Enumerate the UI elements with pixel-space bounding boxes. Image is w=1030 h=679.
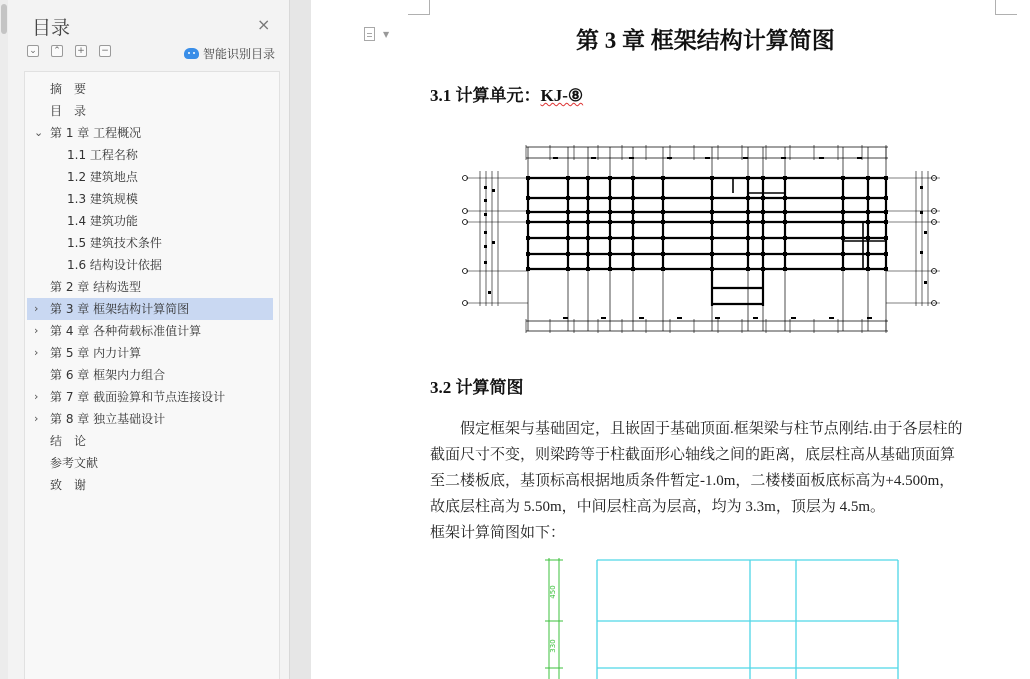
toc-item-label: 目 录	[50, 104, 87, 118]
toc-item[interactable]	[27, 122, 273, 144]
plan-column	[661, 252, 665, 256]
toc-item[interactable]	[27, 100, 273, 122]
plan-column	[783, 196, 787, 200]
plan-column	[566, 210, 570, 214]
nav-scrollbar-thumb[interactable]	[1, 4, 7, 34]
plan-mark	[488, 291, 491, 294]
chevron-down-icon[interactable]: ⌄	[34, 126, 44, 139]
plan-column	[783, 267, 787, 271]
plan-column	[710, 236, 714, 240]
plan-mark	[920, 186, 923, 189]
toc-item-label: 第 6 章 框架内力组合	[50, 368, 166, 382]
plan-column	[526, 210, 530, 214]
plan-column	[746, 210, 750, 214]
toc-item[interactable]	[27, 232, 273, 254]
chevron-right-icon[interactable]: ›	[34, 412, 39, 425]
toc-item-label: 结 论	[50, 434, 87, 448]
plan-column	[661, 210, 665, 214]
section-heading-3-2: 3.2 计算简图	[430, 378, 524, 397]
toc-item-label: 1.2 建筑地点	[67, 170, 138, 184]
plan-column	[661, 267, 665, 271]
plan-mark	[743, 157, 748, 159]
plan-column	[866, 236, 870, 240]
plan-column	[761, 236, 765, 240]
plan-column	[783, 236, 787, 240]
plan-column	[661, 196, 665, 200]
chevron-right-icon[interactable]: ›	[34, 390, 39, 403]
frame-diagram	[543, 556, 903, 679]
plan-column	[608, 210, 612, 214]
plan-mark	[601, 317, 606, 319]
toc-item[interactable]	[27, 166, 273, 188]
plan-column	[631, 176, 635, 180]
toc-item[interactable]	[27, 474, 273, 496]
plan-mark	[484, 186, 487, 189]
toc-panel	[0, 0, 290, 679]
toc-item[interactable]	[27, 298, 273, 320]
smart-toc-label: 智能识别目录	[203, 47, 276, 61]
add-heading-icon[interactable]: +	[75, 45, 87, 57]
plan-column	[526, 236, 530, 240]
plan-column	[526, 252, 530, 256]
plan-column	[746, 220, 750, 224]
crop-mark-right	[995, 0, 1017, 15]
plan-column	[586, 210, 590, 214]
plan-column	[884, 267, 888, 271]
plan-column	[866, 176, 870, 180]
crop-mark-left	[408, 0, 430, 15]
plan-column	[710, 210, 714, 214]
section-heading-3-1	[430, 81, 583, 106]
dimension-lines	[545, 558, 563, 679]
plan-mark	[857, 157, 862, 159]
calc-unit-code: KJ-⑧	[540, 86, 584, 105]
plan-column	[566, 252, 570, 256]
toc-item[interactable]	[27, 276, 273, 298]
plan-column	[710, 220, 714, 224]
dimension-label: 450	[549, 585, 557, 599]
chevron-right-icon[interactable]: ›	[34, 346, 39, 359]
toc-item[interactable]	[27, 342, 273, 364]
plan-column	[608, 196, 612, 200]
plan-column	[746, 176, 750, 180]
toc-item-label: 第 2 章 结构选型	[50, 280, 142, 294]
toc-item[interactable]	[27, 364, 273, 386]
plan-column	[783, 252, 787, 256]
plan-mark	[639, 317, 644, 319]
plan-column	[661, 176, 665, 180]
plan-mark	[781, 157, 786, 159]
plan-column	[710, 176, 714, 180]
plan-column	[710, 267, 714, 271]
page-icon[interactable]	[364, 27, 375, 41]
toc-panel-title: 目录	[32, 17, 71, 39]
plan-mark	[492, 241, 495, 244]
paragraph-line: 至二楼板底，基顶标高根据地质条件暂定-1.0m，二楼楼面板底标高为+4.500m，	[430, 473, 955, 489]
plan-column	[608, 176, 612, 180]
chevron-right-icon[interactable]: ›	[34, 324, 39, 337]
toc-item-label: 第 8 章 独立基础设计	[50, 412, 166, 426]
plan-mark	[920, 211, 923, 214]
plan-column	[526, 176, 530, 180]
plan-column	[761, 196, 765, 200]
plan-column	[866, 220, 870, 224]
plan-column	[586, 196, 590, 200]
plan-column	[526, 267, 530, 271]
plan-column	[884, 176, 888, 180]
smart-toc-button[interactable]	[184, 45, 275, 62]
plan-column	[566, 236, 570, 240]
toc-item-label: 第 4 章 各种荷载标准值计算	[50, 324, 202, 338]
plan-column	[841, 236, 845, 240]
plan-column	[710, 196, 714, 200]
plan-column	[566, 220, 570, 224]
plan-mark	[563, 317, 568, 319]
toc-item[interactable]	[27, 386, 273, 408]
plan-column	[608, 252, 612, 256]
plan-mark	[677, 317, 682, 319]
plan-column	[631, 236, 635, 240]
plan-column	[841, 210, 845, 214]
plan-column	[631, 210, 635, 214]
plan-column	[566, 267, 570, 271]
plan-column	[631, 196, 635, 200]
toc-item-label: 摘 要	[50, 82, 87, 96]
plan-mark	[484, 199, 487, 202]
toc-item[interactable]	[27, 78, 273, 100]
toc-item-label: 1.3 建筑规模	[67, 192, 138, 206]
plan-mark	[484, 245, 487, 248]
plan-mark	[829, 317, 834, 319]
chevron-right-icon[interactable]: ›	[34, 302, 39, 315]
plan-column	[586, 267, 590, 271]
plan-column	[841, 252, 845, 256]
toc-item-label: 1.6 结构设计依据	[67, 258, 162, 272]
plan-column	[586, 220, 590, 224]
remove-heading-icon[interactable]: −	[99, 45, 111, 57]
toc-list	[24, 71, 280, 679]
plan-column	[761, 176, 765, 180]
plan-column	[783, 210, 787, 214]
plan-column	[884, 196, 888, 200]
plan-column	[566, 196, 570, 200]
plan-mark	[484, 213, 487, 216]
plan-column	[866, 196, 870, 200]
plan-column	[608, 220, 612, 224]
toc-item[interactable]	[27, 254, 273, 276]
paragraph-line: 故底层柱高为 5.50m，中间层柱高为层高，均为 3.3m，顶层为 4.5m。	[430, 499, 886, 515]
plan-column	[783, 220, 787, 224]
plan-column	[761, 210, 765, 214]
toc-item-label: 第 1 章 工程概况	[50, 126, 142, 140]
plan-mark	[492, 189, 495, 192]
nav-scrollbar[interactable]	[0, 0, 8, 679]
toc-item[interactable]	[27, 320, 273, 342]
plan-column	[841, 196, 845, 200]
plan-column	[866, 252, 870, 256]
collapse-all-icon[interactable]: ⌄	[27, 45, 39, 57]
paragraph-line: 框架计算简图如下：	[430, 525, 566, 541]
plan-mark	[753, 317, 758, 319]
plan-column	[884, 220, 888, 224]
plan-column	[746, 236, 750, 240]
plan-column	[586, 252, 590, 256]
plan-column	[661, 236, 665, 240]
paragraph-line: 截面尺寸不变，则梁跨等于柱截面形心轴线之间的距离，底层柱高从基础顶面算	[430, 447, 956, 463]
plan-mark	[715, 317, 720, 319]
robot-icon	[184, 48, 199, 59]
plan-mark	[591, 157, 596, 159]
toc-item-label: 致 谢	[50, 478, 87, 492]
dimension-label: 330	[549, 639, 557, 653]
plan-mark	[924, 231, 927, 234]
toc-item[interactable]	[27, 430, 273, 452]
plan-column	[608, 236, 612, 240]
toc-item[interactable]	[27, 188, 273, 210]
plan-column	[586, 176, 590, 180]
plan-mark	[553, 157, 558, 159]
toc-item-label: 参考文献	[50, 456, 99, 470]
toc-item[interactable]	[27, 408, 273, 430]
plan-column	[761, 220, 765, 224]
plan-column	[884, 236, 888, 240]
plan-column	[631, 220, 635, 224]
plan-mark	[924, 281, 927, 284]
close-icon[interactable]: ×	[257, 15, 271, 34]
toc-item-label: 第 7 章 截面验算和节点连接设计	[50, 390, 226, 404]
plan-mark	[791, 317, 796, 319]
plan-column	[761, 252, 765, 256]
plan-column	[841, 176, 845, 180]
plan-column	[631, 252, 635, 256]
toc-item[interactable]	[27, 210, 273, 232]
plan-mark	[705, 157, 710, 159]
plan-mark	[629, 157, 634, 159]
plan-mark	[920, 251, 923, 254]
plan-column	[631, 267, 635, 271]
toc-item[interactable]	[27, 144, 273, 166]
frame-members	[597, 560, 898, 679]
plan-mark	[484, 231, 487, 234]
plan-column	[746, 196, 750, 200]
floor-plan-drawing	[458, 141, 948, 335]
plan-column	[884, 210, 888, 214]
plan-mark	[484, 261, 487, 264]
plan-column	[746, 267, 750, 271]
plan-mark	[819, 157, 824, 159]
toc-item[interactable]	[27, 452, 273, 474]
toc-item-label: 1.1 工程名称	[67, 148, 138, 162]
plan-mark	[667, 157, 672, 159]
toc-item-label: 1.4 建筑功能	[67, 214, 138, 228]
plan-column	[866, 267, 870, 271]
toc-item-label: 第 3 章 框架结构计算简图	[50, 302, 190, 316]
toc-item-label: 1.5 建筑技术条件	[67, 236, 162, 250]
plan-mark	[867, 317, 872, 319]
plan-column	[566, 176, 570, 180]
paragraph-line: 假定框架与基础固定，且嵌固于基础顶面.框架梁与柱节点刚结.由于各层柱的	[430, 421, 963, 437]
plan-column	[866, 210, 870, 214]
plan-column	[884, 252, 888, 256]
toc-item-label: 第 5 章 内力计算	[50, 346, 142, 360]
plan-column	[526, 196, 530, 200]
plan-column	[761, 267, 765, 271]
chevron-down-icon[interactable]: ▼	[383, 30, 390, 39]
plan-column	[661, 220, 665, 224]
plan-column	[746, 252, 750, 256]
plan-column	[586, 236, 590, 240]
plan-column	[608, 267, 612, 271]
section-heading-3-1-label: 3.1 计算单元：	[430, 86, 541, 105]
plan-column	[841, 220, 845, 224]
plan-column	[841, 267, 845, 271]
plan-column	[783, 176, 787, 180]
plan-column	[526, 220, 530, 224]
chapter-title: 第 3 章 框架结构计算简图	[576, 28, 835, 53]
plan-column	[710, 252, 714, 256]
expand-all-icon[interactable]: ⌃	[51, 45, 63, 57]
